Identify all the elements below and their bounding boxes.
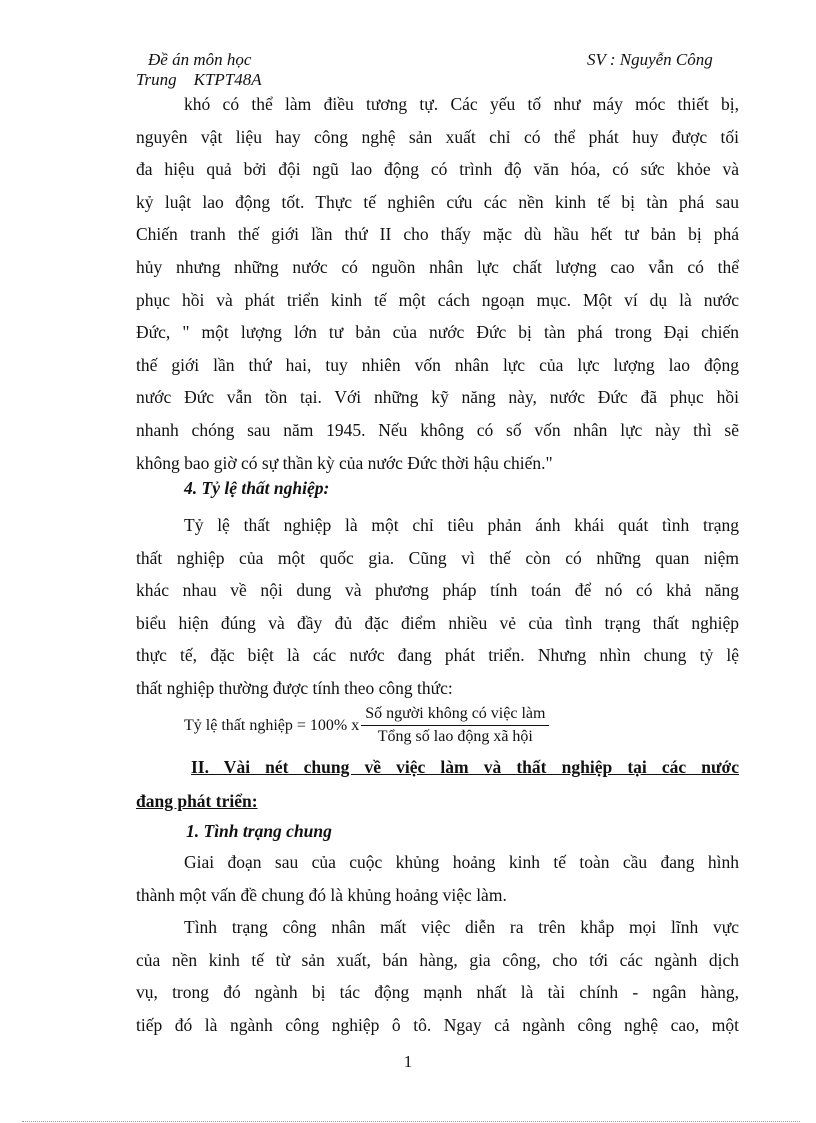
text-line: nguyên vật liệu hay công nghệ sản xuất chỉ có thể phát huy được tối — [136, 126, 739, 147]
text-line: thất nghiệp thường được tính theo công thức: — [136, 677, 453, 698]
text-line: khác nhau về nội dung và phương pháp tính toán để nó có khả năng — [136, 580, 739, 601]
text-line: Giai đoạn sau của cuộc khủng hoảng kinh tế toàn cầu đang hình — [184, 852, 739, 872]
formula-lhs: Tỷ lệ thất nghiệp = 100% x — [184, 716, 360, 734]
text-line: thực tế, đặc biệt là các nước đang phát triển. Nhưng nhìn chung tỷ lệ — [136, 645, 739, 666]
heading-unemployment-rate: 4. Tỷ lệ thất nghiệp: — [184, 478, 330, 498]
text-line: khó có thể làm điều tương tự. Các yếu tố như máy móc thiết bị, — [184, 94, 739, 114]
text-line — [136, 784, 739, 818]
text-line: đa hiệu quả bởi đội ngũ lao động có trình độ văn hóa, có sức khỏe và — [136, 159, 739, 180]
formula-fraction — [361, 705, 549, 746]
text-line: nước Đức vẫn tồn tại. Với những kỹ năng này, nước Đức đã phục hồi — [136, 387, 739, 408]
paragraph-employment-crisis — [136, 846, 739, 911]
formula-denominator: Tổng số lao động xã hội — [377, 728, 533, 745]
text-line: thành một vấn đề chung đó là khủng hoảng việc làm. — [136, 884, 507, 905]
text-line: thế giới lần thứ hai, tuy nhiên vốn nhân lực của lực lượng lao động — [136, 354, 739, 375]
text-line: Chiến tranh thế giới lần thứ II cho thấy mặc dù hầu hết tư bản bị phá — [136, 224, 739, 245]
text-line: Tình trạng công nhân mất việc diễn ra trên khắp mọi lĩnh vực — [184, 917, 739, 937]
heading-general-situation: 1. Tình trạng chung — [186, 821, 332, 841]
text-line: phục hồi và phát triển kinh tế một cách ngoạn mục. Một ví dụ là nước — [136, 289, 739, 310]
text-line: biểu hiện đúng và đầy đủ đặc điểm nhiều vẻ của tình trạng thất nghiệp — [136, 612, 739, 633]
section-heading-line: II. Vài nét chung về việc làm và thất nghiệp tại các nước — [191, 757, 739, 777]
page-number: 1 — [403, 1052, 413, 1071]
text-line: kỷ luật lao động tốt. Thực tế nghiên cứu các nền kinh tế bị tàn phá sau — [136, 191, 739, 212]
section-heading-developing-countries — [136, 750, 739, 818]
text-line: của nền kinh tế từ sản xuất, bán hàng, gia công, cho tới các ngành dịch — [136, 949, 739, 970]
text-line: Đức, " một lượng lớn tư bản của nước Đức bị tàn phá trong Đại chiến — [136, 322, 739, 343]
paragraph-unemployment-rate — [136, 509, 739, 705]
section-heading-line: đang phát triển: — [136, 791, 258, 811]
header-course-title: Đề án môn học — [148, 50, 252, 69]
text-line: nhanh chóng sau năm 1945. Nếu không có số vốn nhân lực này thì sẽ — [136, 419, 739, 440]
text-line: hủy nhưng những nước có nguồn nhân lực chất lượng cao vẫn có thể — [136, 256, 739, 277]
paragraph-job-losses — [136, 911, 739, 1041]
text-line: không bao giờ có sự thần kỳ của nước Đức thời hậu chiến." — [136, 452, 553, 473]
text-line — [136, 750, 739, 784]
footer-divider — [22, 1121, 800, 1122]
paragraph-intro — [136, 88, 739, 479]
unemployment-formula — [184, 705, 549, 746]
text-line: tiếp đó là ngành công nghiệp ô tô. Ngay cả ngành công nghệ cao, một — [136, 1014, 739, 1035]
text-line: thất nghiệp của một quốc gia. Cũng vì thế còn có những quan niệm — [136, 547, 739, 568]
formula-numerator: Số người không có việc làm — [361, 705, 549, 726]
header-class-code: Trung KTPT48A — [136, 70, 262, 89]
text-line: Tỷ lệ thất nghiệp là một chỉ tiêu phản ánh khái quát tình trạng — [184, 515, 739, 535]
text-line: vụ, trong đó ngành bị tác động mạnh nhất là tài chính - ngân hàng, — [136, 982, 739, 1003]
header-student-name: SV : Nguyễn Công — [587, 50, 713, 69]
